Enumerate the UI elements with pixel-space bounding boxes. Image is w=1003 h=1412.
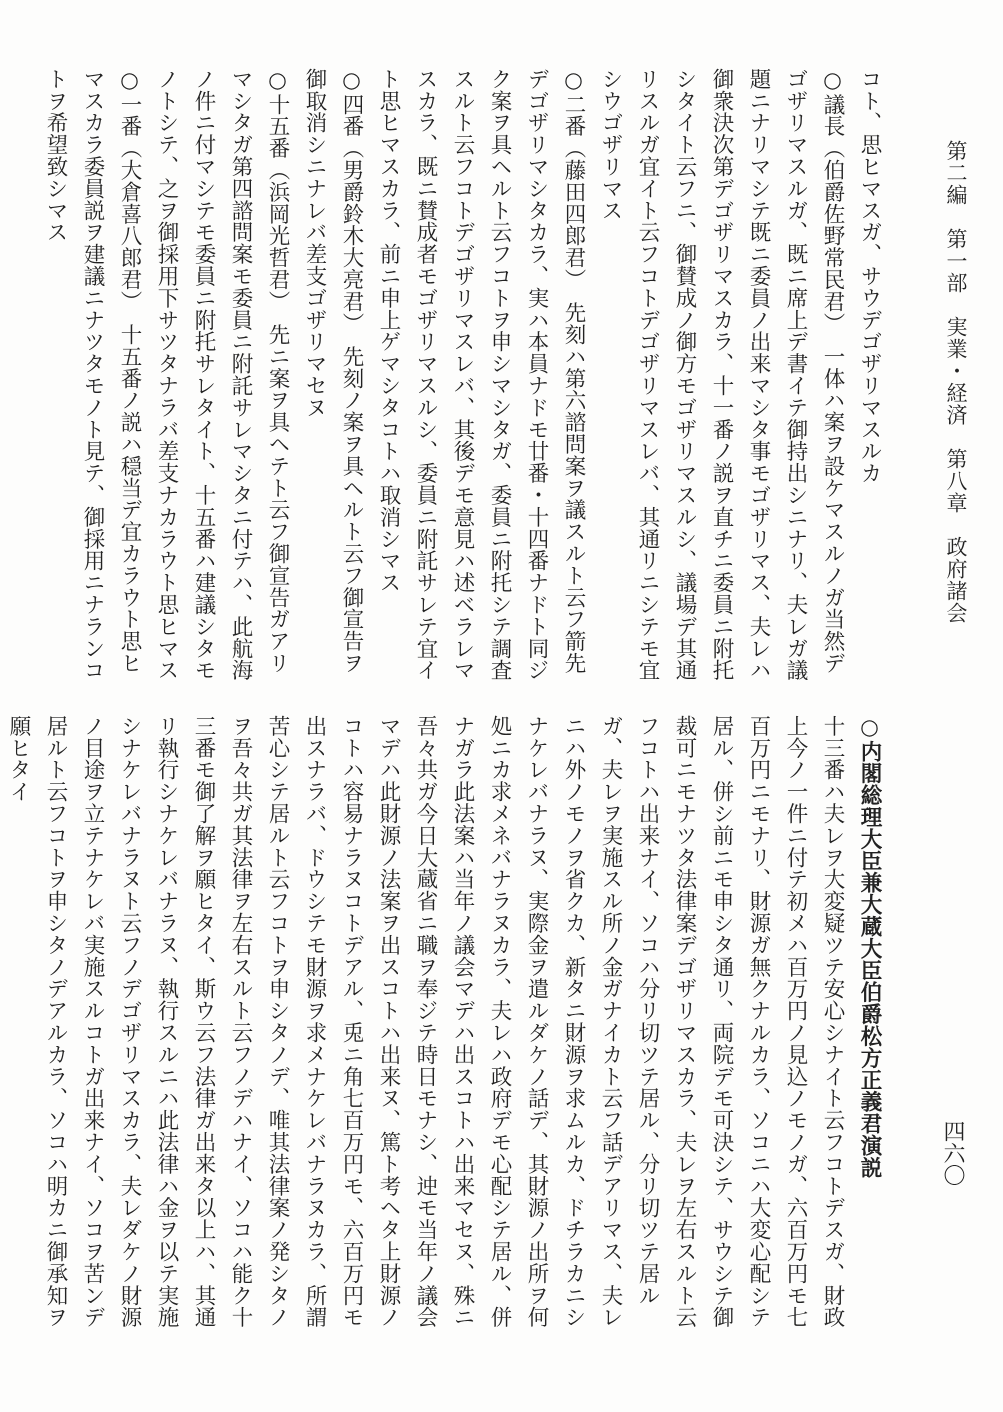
speech-body: 十三番ハ夫レヲ大変疑ツテ安心シナイト云フコトデスガ、財政上今ノ一件ニ付テ初メハ百万円ノ見込ノモノガ、六百万円モ七百万円ニモナリ、財源ガ無クナルカラ、ソコニハ大変心配シテ居ル、併シ前ニモ申シタ通リ、両院デモ可決シテ、サウシテ御裁可ニモナツタ法律案デゴザリマスカラ、夫レヲ左右スルト云フコトハ出来ナイ、ソコハ分リ切ツテ居ル、分リ切ツテ居ルガ、夫レヲ実施スル所ノ金ガナイカト云フ話デアリマス、夫レニハ外ノモノヲ省クカ、新タニ財源ヲ求ムルカ、ドチラカニシナケレバナラヌ、実際金ヲ遣ルダケノ話デ、其財源ノ出所ヲ何処ニカ求メネバナラヌカラ、夫レハ政府デモ心配シテ居ル、併ナガラ此法案ハ当年ノ議会マデハ出スコトハ出来マセヌ、殊ニ吾々共ガ今日大蔵省ニ職ヲ奉ジテ時日モナシ、迚モ当年ノ議会マデハ此財源ノ法案ヲ出スコトハ出来ヌ、篤ト考ヘタ上財源ノコトハ容易ナラヌコトデアル、兎ニ角七百万円モ、六百万円モ出スナラバ、ドウシテモ財源ヲ求メナケレバナラヌカラ、所謂苦心シテ居ルト云フコトヲ申シタノデ、唯其法律案ノ発シタノヲ吾々共ガ其法律ヲ左右スルト云フノデハナイ、ソコハ能ク十三番モ御了解ヲ願ヒタイ、斯ウ云フ法律ガ出来タ以上ハ、其通リ執行シナケレバナラヌ、執行スルニハ此法律ハ金ヲ以テ実施シナケレバナラヌト云フノデゴザリマスカラ、夫レダケノ財源ノ目途ヲ立テナケレバ実施スルコトガ出来ナイ、ソコヲ苦ンデ居ルト云フコトヲ申シタノデアルカラ、ソコハ明カニ御承知ヲ願ヒタイ <box>6 715 845 1329</box>
speaker-label: ○議長（伯爵佐野常民君） <box>820 68 845 324</box>
paragraph-chair <box>592 68 851 690</box>
paragraph-member-4 <box>296 68 370 690</box>
paragraph-continuation <box>851 68 888 690</box>
page-number: 四六〇 <box>940 1120 965 1186</box>
paragraph-member-2 <box>370 68 592 690</box>
paragraph-member-1 <box>37 68 148 690</box>
top-text-block <box>43 68 888 690</box>
speaker-label: ○二番（藤田四郎君） <box>561 68 586 280</box>
paragraph-text: コト、思ヒマスガ、サウデゴザリマスルカ <box>857 68 882 485</box>
running-header: 第二編 第一部 実業・経済 第八章 政府諸会 <box>944 140 968 624</box>
speaker-label: ○十五番（浜岡光哲君） <box>265 68 290 302</box>
paragraph-member-15 <box>148 68 296 690</box>
speaker-label: ○四番（男爵鈴木大亮君） <box>339 68 364 324</box>
paragraph-text: 一体ハ案ヲ設ケマスルノガ当然デゴザリマスルガ、既ニ席上デ書イテ御持出シニナリ、夫レガ議題ニナリマシテ既ニ委員ノ出来マシタ事モゴザリマス、夫レハ御衆決次第デゴザリマスカラ、十一番ノ説ヲ直チニ委員ニ附托シタイト云フニ、御賛成ノ御方モゴザリマスルシ、議場デ其通リスルガ宜イト云フコトデゴザリマスレバ、其通リニシテモ宜シウゴザリマス <box>598 68 845 682</box>
paragraph-text: 先刻ハ第六諮問案ヲ議スルト云フ箭先デゴザリマシタカラ、実ハ本員ナドモ廿番・十四番ナドト同ジク案ヲ具ヘルト云フコトヲ申シマシタガ、委員ニ附托シテ調査スルト云フコトデゴザリマスレバ、其後デモ意見ハ述ベラレマスカラ、既ニ賛成者モゴザリマスルシ、委員ニ附託サレテ宜イト思ヒマスカラ、前ニ申上ゲマシタコトハ取消シマス <box>376 68 586 682</box>
paragraph-text: 十五番ノ説ハ穏当デ宜カラウト思ヒマスカラ委員説ヲ建議ニナツタモノト見テ、御採用ニナランコトヲ希望致シマス <box>43 68 142 682</box>
bottom-text-block <box>6 715 888 1335</box>
paragraph-text: 先刻ノ案ヲ具ヘルト云フ御宣告ヲ御取消シニナレバ差支ゴザリマセヌ <box>302 68 364 674</box>
speaker-label: ○一番（大倉喜八郎君） <box>117 68 142 302</box>
speech-title: ○内閣総理大臣兼大蔵大臣伯爵松方正義君演説 <box>857 715 882 1179</box>
paragraph-text: 先ニ案ヲ具ヘテト云フ御宣告ガアリマシタガ第四諮問案モ委員ニ附託サレマシタニ付テハ、此航海ノ件ニ付マシテモ委員ニ附托サレタイト、十五番ハ建議シタモノトシテ、之ヲ御採用下サツタナラバ差支ナカラウト思ヒマス <box>154 68 290 682</box>
